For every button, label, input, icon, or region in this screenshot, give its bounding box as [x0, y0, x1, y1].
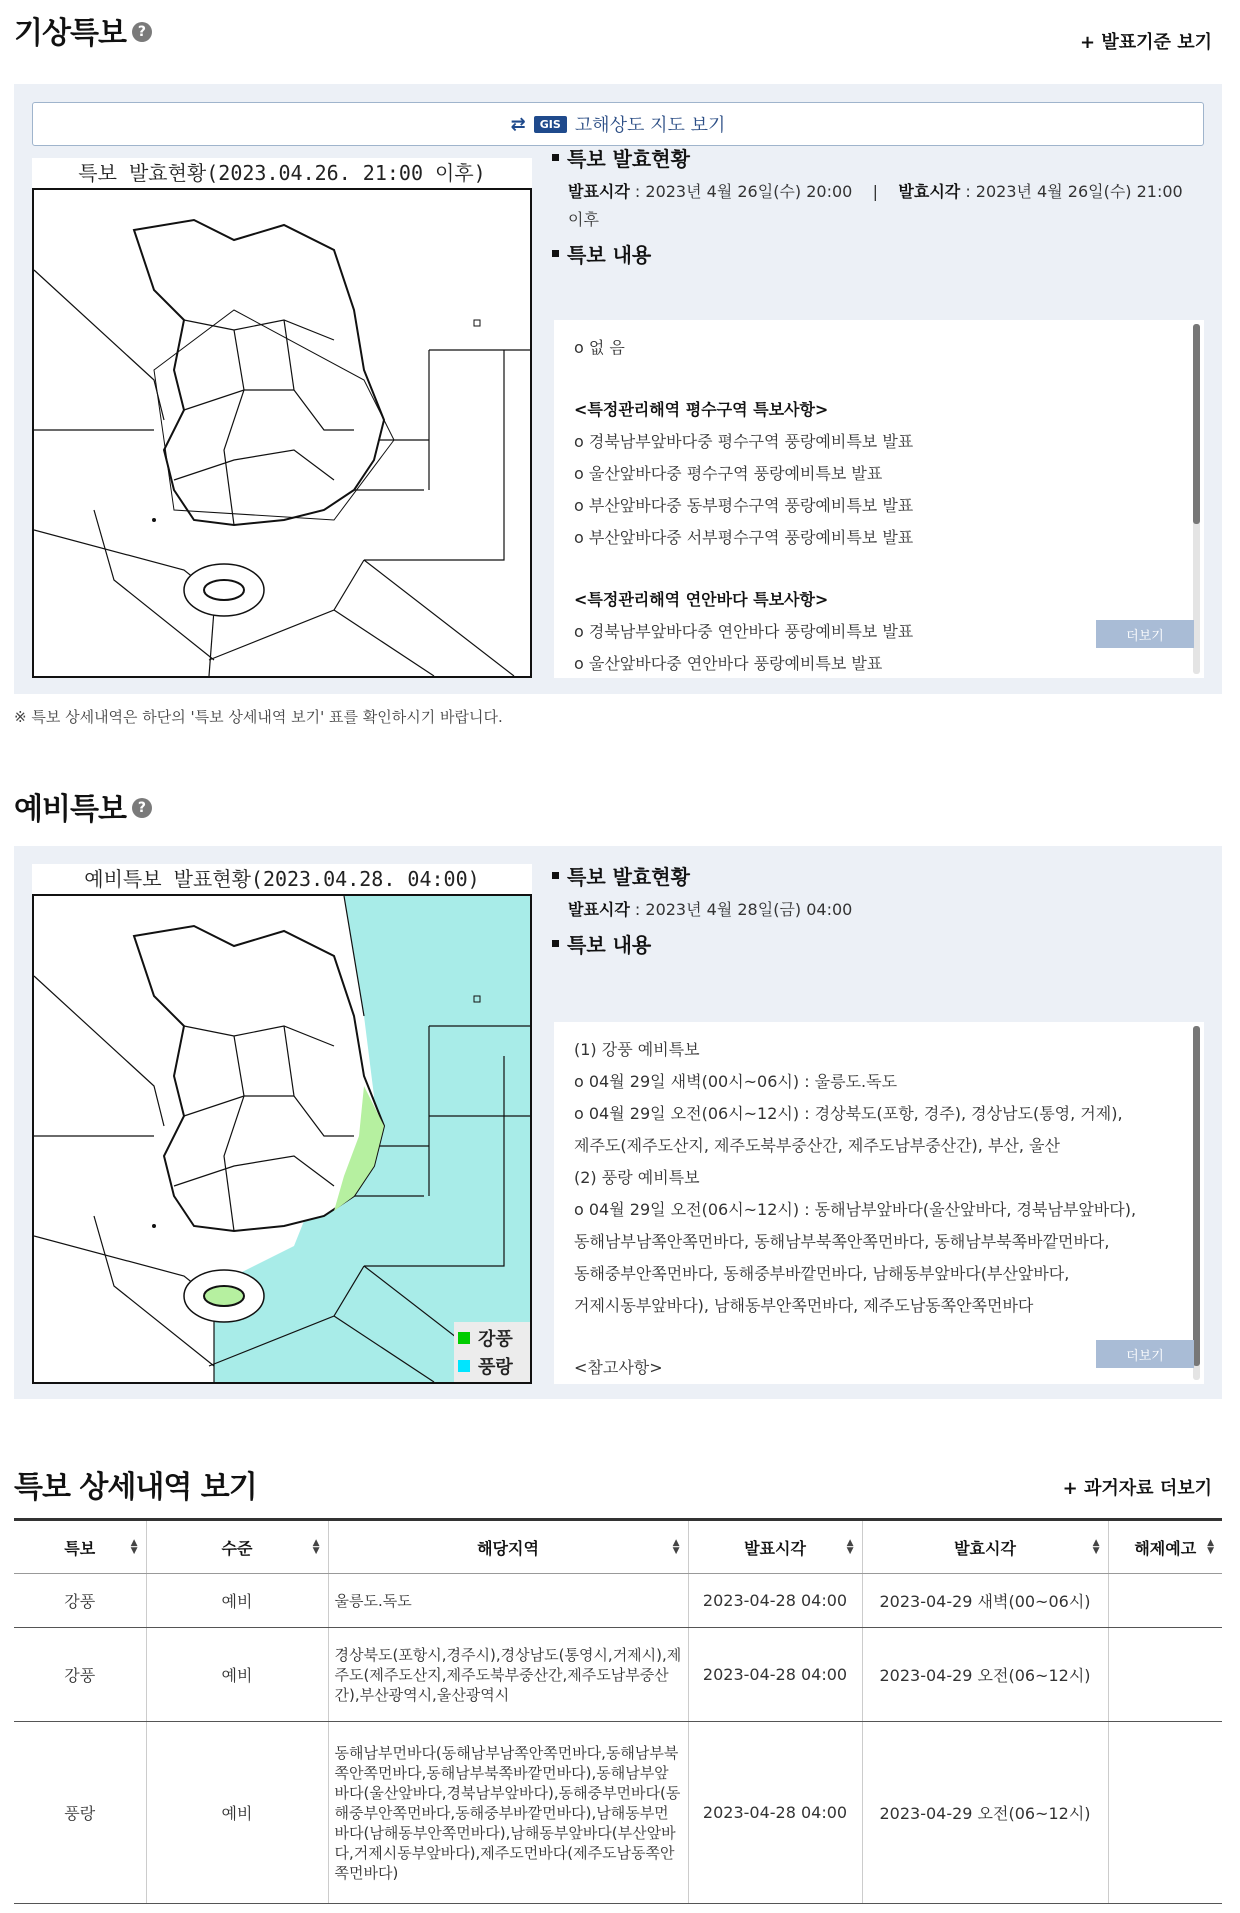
legend-item-strong-wind — [458, 1324, 528, 1352]
sort-icon — [1207, 1539, 1214, 1555]
cell-announce: 2023-04-28 04:00 — [688, 1574, 862, 1628]
criteria-link[interactable]: + 발표기준 보기 — [1080, 32, 1212, 53]
preliminary-map-title: 예비특보 발표현황(2023.04.28. 04:00) — [84, 867, 480, 891]
korea-map-image — [34, 190, 530, 676]
content-line — [574, 364, 1184, 394]
sort-down-icon: ▼ — [1092, 1546, 1100, 1556]
sort-down-icon: ▼ — [130, 1546, 138, 1556]
sort-down-icon: ▼ — [312, 1546, 320, 1556]
bullet-square-icon — [552, 872, 559, 879]
preliminary-announce-value: : 2023년 4월 28일(금) 04:00 — [629, 900, 853, 919]
preliminary-more-button[interactable]: 더보기 — [1096, 1340, 1194, 1368]
sort-icon — [847, 1539, 854, 1555]
preliminary-announce-label: 발표시각 — [568, 900, 630, 919]
preliminary-title-text: 예비특보 — [14, 792, 126, 827]
cell-level: 예비 — [146, 1722, 328, 1904]
content-line: 거제시동부앞바다), 남해동부안쪽먼바다, 제주도남동쪽안쪽먼바다 — [574, 1296, 1034, 1315]
preliminary-panel — [14, 846, 1222, 1399]
korea-preliminary-map-image — [34, 896, 530, 1382]
bullet-square-icon — [552, 940, 559, 947]
help-icon[interactable]: ? — [132, 22, 152, 42]
col-header-level[interactable] — [146, 1520, 328, 1574]
preliminary-info — [552, 860, 1222, 958]
col-header-type[interactable] — [14, 1520, 146, 1574]
col-header-level-label: 수준 — [221, 1538, 253, 1558]
sort-icon — [313, 1539, 320, 1555]
col-header-release[interactable] — [1108, 1520, 1222, 1574]
sort-icon — [131, 1539, 138, 1555]
preliminary-scroll-thumb[interactable] — [1193, 1026, 1200, 1366]
gis-badge: GIS — [534, 116, 567, 133]
sort-icon — [1093, 1539, 1100, 1555]
warning-content-head — [552, 238, 1222, 268]
preliminary-section-title — [14, 784, 152, 828]
warning-panel — [14, 84, 1222, 694]
map-legend — [458, 1324, 528, 1380]
preliminary-map — [32, 864, 532, 1384]
legend-swatch-strong-wind — [458, 1332, 470, 1344]
cell-type: 강풍 — [14, 1628, 146, 1722]
effective-suffix: 이후 — [568, 210, 599, 229]
table-row — [14, 1574, 1222, 1628]
warning-map — [32, 158, 532, 678]
cell-type: 강풍 — [14, 1574, 146, 1628]
content-line: <특정관리해역 평수구역 특보사항> — [574, 400, 829, 419]
warning-scrollbar[interactable] — [1193, 324, 1200, 674]
preliminary-scrollbar[interactable] — [1193, 1026, 1200, 1380]
past-data-link[interactable]: + 과거자료 더보기 — [1062, 1478, 1212, 1499]
gis-map-button[interactable] — [32, 102, 1204, 146]
content-line: (1) 강풍 예비특보 — [574, 1040, 700, 1059]
sort-down-icon: ▼ — [846, 1546, 854, 1556]
sort-down-icon: ▼ — [672, 1546, 680, 1556]
time-separator: | — [872, 182, 879, 201]
content-line: o 04월 29일 새벽(00시~06시) : 울릉도.독도 — [574, 1072, 898, 1091]
col-header-release-label: 해제예고 — [1134, 1538, 1197, 1558]
content-line: o 경북남부앞바다중 평수구역 풍랑예비특보 발표 — [574, 432, 914, 451]
cell-announce: 2023-04-28 04:00 — [688, 1628, 862, 1722]
warning-section-title — [14, 8, 152, 52]
cell-level: 예비 — [146, 1628, 328, 1722]
preliminary-content-box[interactable] — [554, 1022, 1204, 1384]
content-line: 동해중부안쪽먼바다, 동해중부바깥먼바다, 남해동부앞바다(부산앞바다, — [574, 1264, 1070, 1283]
cell-effective: 2023-04-29 오전(06~12시) — [862, 1722, 1108, 1904]
content-line: <특정관리해역 연안바다 특보사항> — [574, 590, 829, 609]
warning-scroll-thumb[interactable] — [1193, 324, 1200, 524]
legend-label-strong-wind: 강풍 — [478, 1329, 513, 1350]
preliminary-map-frame[interactable] — [32, 894, 532, 1384]
effective-value: : 2023년 4월 26일(수) 21:00 — [960, 182, 1183, 201]
cell-area: 동해남부먼바다(동해남부남쪽안쪽먼바다,동해남부북쪽안쪽먼바다,동해남부북쪽바깥먼바다),동해남부앞바다(울산앞바다,경북남부앞바다),동해중부먼바다(동해중부안쪽먼바다,동해중부바깥먼바다),남해동부먼바다(남해동부안쪽먼바다),남해동부앞바다(부산앞바다,거제시동부앞바다),제주도먼바다(제주도남동쪽안쪽먼바다) — [328, 1722, 688, 1904]
cell-release — [1108, 1722, 1222, 1904]
content-line: (2) 풍랑 예비특보 — [574, 1168, 700, 1187]
warning-time-line — [568, 178, 1222, 234]
table-row — [14, 1628, 1222, 1722]
preliminary-status-head-text: 특보 발효현황 — [567, 864, 690, 889]
legend-swatch-high-seas — [458, 1360, 470, 1372]
content-line: o 부산앞바다중 동부평수구역 풍랑예비특보 발표 — [574, 496, 914, 515]
preliminary-content-head — [552, 928, 1222, 958]
warning-content-box[interactable] — [554, 320, 1204, 678]
help-icon[interactable]: ? — [132, 798, 152, 818]
content-line: o 없 음 — [574, 338, 625, 357]
warning-map-frame[interactable] — [32, 188, 532, 678]
content-line: o 04월 29일 오전(06시~12시) : 동해남부앞바다(울산앞바다, 경북남부앞바다), — [574, 1200, 1137, 1219]
cell-release — [1108, 1628, 1222, 1722]
content-line: o 부산앞바다중 서부평수구역 풍랑예비특보 발표 — [574, 528, 914, 547]
cell-effective: 2023-04-29 오전(06~12시) — [862, 1628, 1108, 1722]
announce-value: : 2023년 4월 26일(수) 20:00 — [629, 182, 853, 201]
cell-announce: 2023-04-28 04:00 — [688, 1722, 862, 1904]
detail-table — [14, 1518, 1222, 1904]
warning-map-title: 특보 발효현황(2023.04.26. 21:00 이후) — [78, 161, 486, 185]
refresh-icon: ⇄ — [510, 113, 526, 135]
col-header-type-label: 특보 — [64, 1538, 96, 1558]
warning-more-button[interactable]: 더보기 — [1096, 620, 1194, 648]
cell-release — [1108, 1574, 1222, 1628]
sort-down-icon: ▼ — [1207, 1546, 1214, 1556]
content-line: o 경북남부앞바다중 연안바다 풍랑예비특보 발표 — [574, 622, 914, 641]
cell-area: 울릉도.독도 — [328, 1574, 688, 1628]
sort-icon — [673, 1539, 680, 1555]
col-header-area-label: 해당지역 — [477, 1538, 539, 1558]
preliminary-status-head — [552, 860, 1222, 890]
bullet-square-icon — [552, 250, 559, 257]
col-header-area[interactable] — [328, 1520, 688, 1574]
content-line — [574, 554, 1184, 584]
preliminary-content-head-text: 특보 내용 — [567, 932, 652, 957]
warning-content-head-text: 특보 내용 — [567, 242, 652, 267]
table-row — [14, 1722, 1222, 1904]
warning-info — [552, 142, 1222, 268]
gis-map-label: 고해상도 지도 보기 — [574, 115, 726, 136]
content-line: <참고사항> — [574, 1358, 663, 1377]
content-line: 동해남부남쪽안쪽먼바다, 동해남부북쪽안쪽먼바다, 동해남부북쪽바깥먼바다, — [574, 1232, 1110, 1251]
detail-note: ※ 특보 상세내역은 하단의 '특보 상세내역 보기' 표를 확인하시기 바랍니다. — [14, 708, 503, 726]
warning-status-head — [552, 142, 1222, 172]
col-header-effective-label: 발효시각 — [954, 1538, 1016, 1558]
preliminary-time-line — [568, 896, 1222, 924]
sort-up-icon: ▲ — [846, 1538, 854, 1548]
sort-up-icon: ▲ — [1092, 1538, 1100, 1548]
cell-effective: 2023-04-29 새벽(00~06시) — [862, 1574, 1108, 1628]
sort-up-icon: ▲ — [312, 1538, 320, 1548]
col-header-effective[interactable] — [862, 1520, 1108, 1574]
detail-section-title — [14, 1462, 257, 1506]
preliminary-content-list — [554, 1022, 1204, 1384]
content-line: o 울산앞바다중 연안바다 풍랑예비특보 발표 — [574, 654, 883, 673]
detail-title-text: 특보 상세내역 보기 — [14, 1470, 257, 1505]
legend-label-high-seas: 풍랑 — [478, 1357, 513, 1378]
col-header-announce-label: 발표시각 — [744, 1538, 806, 1558]
warning-title-text: 기상특보 — [14, 16, 126, 51]
cell-level: 예비 — [146, 1574, 328, 1628]
legend-item-high-seas — [458, 1352, 528, 1380]
sort-up-icon: ▲ — [130, 1538, 138, 1548]
content-line: o 04월 29일 오전(06시~12시) : 경상북도(포항, 경주), 경상남도(통영, 거제), — [574, 1104, 1123, 1123]
cell-type: 풍랑 — [14, 1722, 146, 1904]
content-line: 제주도(제주도산지, 제주도북부중산간, 제주도남부중산간), 부산, 울산 — [574, 1136, 1060, 1155]
cell-area: 경상북도(포항시,경주시),경상남도(통영시,거제시),제주도(제주도산지,제주도북부중산간,제주도남부중산간),부산광역시,울산광역시 — [328, 1628, 688, 1722]
col-header-announce[interactable] — [688, 1520, 862, 1574]
bullet-square-icon — [552, 154, 559, 161]
sort-up-icon: ▲ — [1207, 1538, 1214, 1548]
content-line — [574, 1322, 1184, 1352]
warning-status-head-text: 특보 발효현황 — [567, 146, 690, 171]
announce-label: 발표시각 — [568, 182, 630, 201]
effective-label: 발효시각 — [898, 182, 961, 201]
table-header-row — [14, 1520, 1222, 1574]
sort-up-icon: ▲ — [672, 1538, 680, 1548]
content-line: o 울산앞바다중 평수구역 풍랑예비특보 발표 — [574, 464, 883, 483]
